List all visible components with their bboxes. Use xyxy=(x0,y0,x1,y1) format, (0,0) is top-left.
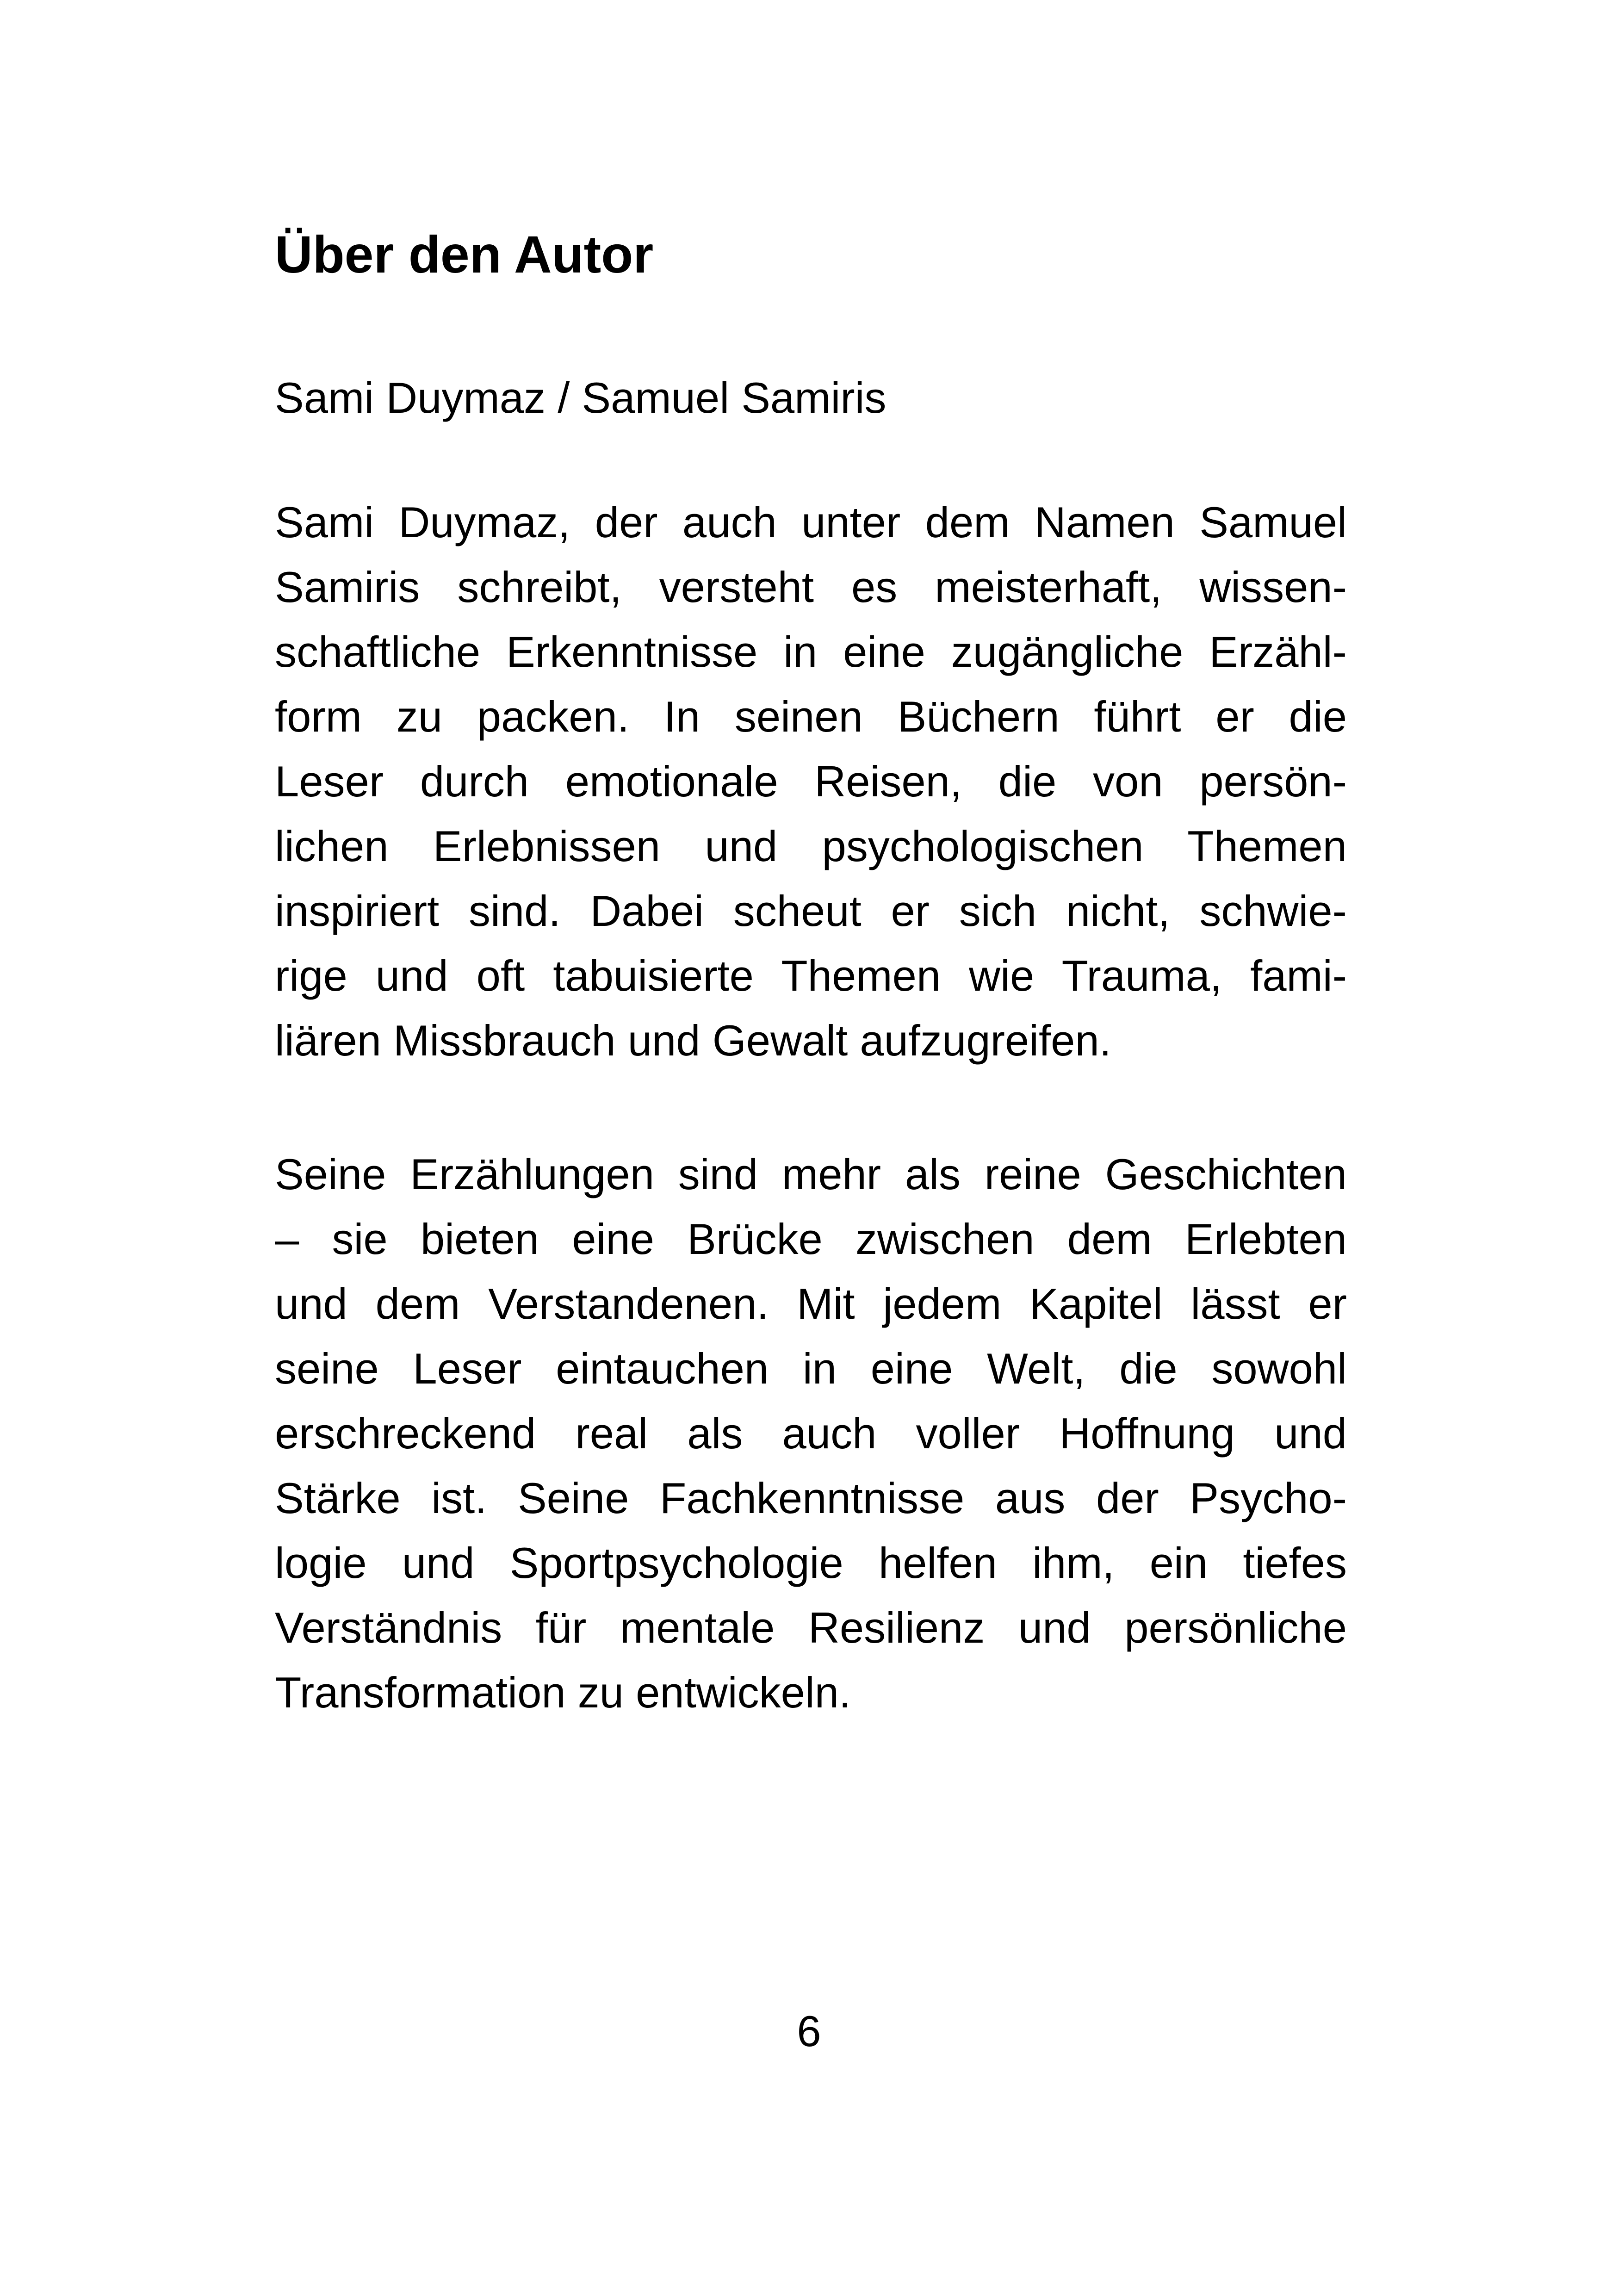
paragraph-line: Verständnis für mentale Resilienz und persönliche xyxy=(275,1603,1347,1652)
author-byline: Sami Duymaz / Samuel Samiris xyxy=(275,373,886,422)
paragraph-line: logie und Sportpsychologie helfen ihm, ein tiefes xyxy=(275,1539,1347,1587)
paragraph-line: seine Leser eintauchen in eine Welt, die sowohl xyxy=(275,1344,1347,1393)
paragraph-line: schaftliche Erkenntnisse in eine zugängliche Erzähl- xyxy=(275,627,1347,676)
page-number: 6 xyxy=(797,2007,821,2055)
paragraph-line: – sie bieten eine Brücke zwischen dem Erlebten xyxy=(275,1215,1347,1263)
paragraph-line: liären Missbrauch und Gewalt aufzugreifen. xyxy=(275,1016,1111,1065)
paragraph-line: Transformation zu entwickeln. xyxy=(275,1668,851,1717)
paragraph-line: Seine Erzählungen sind mehr als reine Geschichten xyxy=(275,1150,1347,1198)
paragraph-line: Samiris schreibt, versteht es meisterhaft, wissen- xyxy=(275,563,1347,611)
page-title: Über den Autor xyxy=(275,225,654,284)
paragraph-line: Leser durch emotionale Reisen, die von persön- xyxy=(275,757,1347,806)
paragraph-line: erschreckend real als auch voller Hoffnung und xyxy=(275,1409,1347,1458)
paragraph-line: Sami Duymaz, der auch unter dem Namen Samuel xyxy=(275,498,1347,546)
paragraph-line: Stärke ist. Seine Fachkenntnisse aus der Psycho- xyxy=(275,1474,1347,1522)
paragraph-line: lichen Erlebnissen und psychologischen Themen xyxy=(275,822,1347,870)
paragraph-line: und dem Verstandenen. Mit jedem Kapitel lässt er xyxy=(275,1279,1347,1328)
paragraph-line: inspiriert sind. Dabei scheut er sich nicht, schwie- xyxy=(275,887,1347,935)
paragraph-line: form zu packen. In seinen Büchern führt er die xyxy=(275,692,1347,741)
paragraph-line: rige und oft tabuisierte Themen wie Trauma, fami- xyxy=(275,951,1347,1000)
